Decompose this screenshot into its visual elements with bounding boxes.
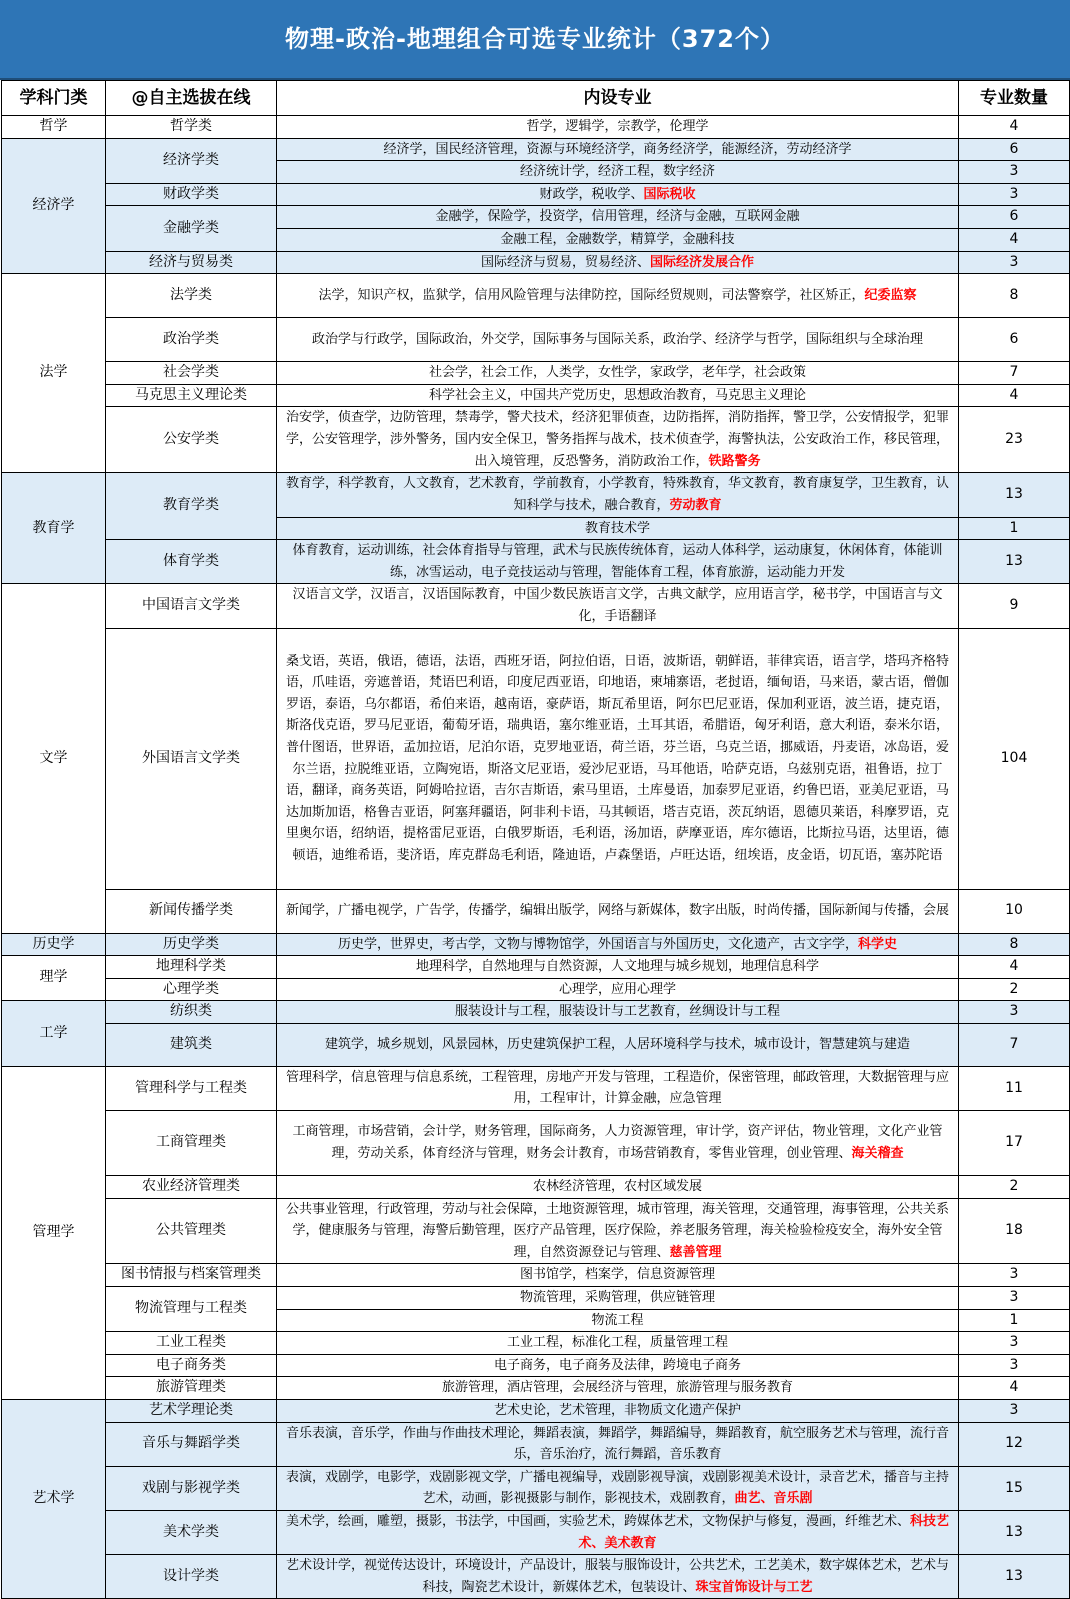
new-major-highlight: 慈善管理 [669,1244,722,1260]
count-cell: 7 [959,362,1070,385]
discipline-cell: 法学 [2,274,106,473]
category-cell: 管理科学与工程类 [106,1066,277,1110]
majors-text: 教育技术学 [584,520,650,536]
count-cell: 4 [959,116,1070,139]
category-cell: 工商管理类 [106,1111,277,1176]
majors-text: 体育教育，运动训练，社会体育指导与管理，武术与民族传统体育，运动人体科学，运动康复，休闲体育，体能训练，冰雪运动，电子竞技运动与管理，智能体育工程，体育旅游，运动能力开发 [292,543,943,580]
table-row [2,1510,1070,1554]
table-row [2,1400,1070,1423]
new-major-highlight: 劳动教育 [669,497,722,513]
majors-cell [277,473,959,517]
table-row [2,116,1070,139]
table-row [2,274,1070,318]
table-row [2,1023,1070,1066]
table-row [2,889,1070,933]
majors-text: 经济统计学，经济工程，数字经济 [519,164,715,180]
majors-text: 汉语言文学，汉语言，汉语国际教育，中国少数民族语言文学，古典文献学，应用语言学，秘书学，中国语言与文化，手语翻译 [292,587,943,624]
majors-text: 哲学，逻辑学，宗教学，伦理学 [526,119,709,134]
category-cell: 公共管理类 [106,1198,277,1264]
majors-text: 经济学，国民经济管理，资源与环境经济学，商务经济学，能源经济，劳动经济学 [383,141,852,157]
majors-cell [277,956,959,979]
majors-text: 旅游管理，酒店管理，会展经济与管理，旅游管理与服务教育 [441,1380,793,1396]
majors-text: 地理科学，自然地理与自然资源，人文地理与城乡规划，地理信息科学 [415,959,819,975]
majors-cell [277,1176,959,1199]
discipline-cell: 理学 [2,956,106,1001]
count-cell: 2 [959,1176,1070,1199]
majors-table [1,80,1070,1599]
table-row [2,407,1070,473]
majors-cell [277,1023,959,1066]
header-count: 专业数量 [959,81,1070,116]
discipline-cell: 艺术学 [2,1400,106,1599]
count-cell: 3 [959,161,1070,184]
majors-text: 音乐表演，音乐学，作曲与作曲技术理论，舞蹈表演，舞蹈学，舞蹈编导，舞蹈教育，航空服务艺术与管理，流行音乐，音乐治疗，流行舞蹈，音乐教育 [285,1425,949,1463]
category-cell: 工业工程类 [106,1332,277,1355]
majors-cell [277,628,959,889]
table-row [2,540,1070,584]
majors-text: 图书馆学，档案学，信息资源管理 [519,1267,715,1283]
category-cell: 社会学类 [106,362,277,385]
header-category: @自主选拔在线 [106,81,277,116]
category-cell: 马克思主义理论类 [106,384,277,407]
discipline-cell: 管理学 [2,1066,106,1399]
count-cell: 1 [959,517,1070,540]
majors-text: 桑戈语，英语，俄语，德语，法语，西班牙语，阿拉伯语，日语，波斯语，朝鲜语，菲律宾语，语言学，塔玛齐格特语，爪哇语，旁遮普语，梵语巴利语，印度尼西亚语，印地语，柬埔寨语，老挝语，缅甸语，马来语，蒙古语，僧伽罗语，泰语，乌尔都语，希伯来语，越南语，豪萨语，斯瓦希里语，阿尔巴尼亚语，保加利亚语，波兰语，捷克语，斯洛伐克语，罗马尼亚语，葡萄牙语，瑞典语，塞尔维亚语，土耳其语，希腊语，匈牙利语，意大利语，泰米尔语，普什图语，世界语，孟加拉语，尼泊尔语，克罗地亚语，荷兰语，芬兰语，乌克兰语，挪威语，丹麦语，冰岛语，爱尔兰语，拉脱维亚语，立陶宛语，斯洛文尼亚语，爱沙尼亚语，马耳他语，哈萨克语，乌兹别克语，祖鲁语，拉丁语，翻译，商务英语，阿姆哈拉语，吉尔吉斯语，索马里语，土库曼语，加泰罗尼亚语，约鲁巴语，亚美尼亚语，马达加斯加语，格鲁吉亚语，阿塞拜疆语，阿非利卡语，马其顿语，塔吉克语，茨瓦纳语，恩德贝莱语，科摩罗语，克里奥尔语，绍纳语，提格雷尼亚语，白俄罗斯语，毛利语，汤加语，萨摩亚语，库尔德语，比斯拉马语，达里语，德顿语，迪维希语，斐济语，库克群岛毛利语，隆迪语，卢森堡语，卢旺达语，纽埃语，皮金语，切瓦语，塞苏陀语 [285,653,949,863]
majors-cell [277,228,959,251]
majors-text: 物流工程 [591,1312,644,1328]
count-cell: 6 [959,318,1070,362]
table-row [2,138,1070,161]
table-row [2,362,1070,385]
count-cell: 23 [959,407,1070,473]
majors-text: 管理科学，信息管理与信息系统，工程管理，房地产开发与管理，工程造价，保密管理，邮政管理，大数据管理与应用，工程审计，计算金融，应急管理 [285,1069,949,1107]
majors-text: 金融学，保险学，投资学，信用管理，经济与金融，互联网金融 [435,209,800,225]
discipline-cell: 历史学 [2,933,106,956]
majors-cell [277,1309,959,1332]
new-major-highlight: 珠宝首饰设计与工艺 [695,1579,813,1595]
majors-text: 社会学，社会工作，人类学，女性学，家政学，老年学，社会政策 [428,365,806,381]
discipline-cell: 经济学 [2,138,106,274]
majors-cell [277,1555,959,1599]
discipline-cell: 教育学 [2,473,106,584]
majors-text: 表演，戏剧学，电影学，戏剧影视文学，广播电视编导，戏剧影视导演，戏剧影视美术设计，录音艺术，播音与主持艺术，动画，影视摄影与制作，影视技术，戏剧教育， [285,1469,949,1507]
majors-cell [277,384,959,407]
majors-cell [277,161,959,184]
majors-text: 美术学，绘画，雕塑，摄影，书法学，中国画，实验艺术，跨媒体艺术，文物保护与修复，漫画，纤维艺术、 [285,1513,910,1529]
majors-text: 艺术设计学，视觉传达设计，环境设计，产品设计，服装与服饰设计，公共艺术，工艺美术，数字媒体艺术，艺术与科技，陶瓷艺术设计，新媒体艺术，包装设计、 [285,1558,949,1595]
majors-text: 金融工程，金融数学，精算学，金融科技 [500,231,735,247]
majors-text: 政治学与行政学，国际政治，外交学，国际事务与国际关系，政治学、经济学与哲学，国际组织与全球治理 [311,331,923,347]
majors-cell [277,889,959,933]
page-title: 物理-政治-地理组合可选专业统计（372个） [0,0,1070,80]
count-cell: 13 [959,1510,1070,1554]
majors-text: 心理学，应用心理学 [558,981,676,997]
count-cell: 8 [959,274,1070,318]
table-row [2,1377,1070,1400]
table-row [2,584,1070,628]
majors-cell [277,1001,959,1024]
category-cell: 新闻传播学类 [106,889,277,933]
majors-cell [277,1332,959,1355]
count-cell: 4 [959,228,1070,251]
majors-cell [277,1377,959,1400]
table-row [2,1466,1070,1510]
category-cell: 农业经济管理类 [106,1176,277,1199]
count-cell: 104 [959,628,1070,889]
majors-text: 艺术史论，艺术管理，非物质文化遗产保护 [493,1403,741,1418]
category-cell: 哲学类 [106,116,277,139]
category-cell: 地理科学类 [106,956,277,979]
majors-text: 公共事业管理，行政管理，劳动与社会保障，土地资源管理，城市管理，海关管理，交通管理，海事管理，公共关系学，健康服务与管理，海警后勤管理，医疗产品管理，医疗保险，养老服务管理，海关检验检疫安全，海外安全管理，自然资源登记与管理、 [285,1201,949,1260]
category-cell: 经济学类 [106,138,277,183]
majors-cell [277,540,959,584]
count-cell: 2 [959,978,1070,1001]
discipline-cell: 文学 [2,584,106,933]
count-cell: 3 [959,183,1070,206]
header-discipline: 学科门类 [2,81,106,116]
majors-text: 财政学，税收学、 [539,186,644,202]
majors-cell [277,274,959,318]
majors-cell [277,1422,959,1466]
majors-text: 科学社会主义，中国共产党历史，思想政治教育，马克思主义理论 [428,387,806,403]
table-row [2,318,1070,362]
majors-text: 物流管理，采购管理，供应链管理 [519,1290,715,1306]
table-row [2,206,1070,229]
discipline-cell: 哲学 [2,116,106,139]
majors-cell [277,362,959,385]
new-major-highlight: 纪委监察 [864,287,917,303]
table-row [2,1287,1070,1310]
category-cell: 公安学类 [106,407,277,473]
majors-cell [277,116,959,139]
table-row [2,251,1070,274]
category-cell: 电子商务类 [106,1354,277,1377]
count-cell: 7 [959,1023,1070,1066]
majors-text: 历史学，世界史，考古学，文物与博物馆学，外国语言与外国历史，文化遗产，古文字学， [337,936,858,952]
category-cell: 法学类 [106,274,277,318]
count-cell: 3 [959,1400,1070,1423]
count-cell: 4 [959,384,1070,407]
table-row [2,1354,1070,1377]
count-cell: 13 [959,1555,1070,1599]
table-row [2,1555,1070,1599]
category-cell: 音乐与舞蹈学类 [106,1422,277,1466]
count-cell: 3 [959,251,1070,274]
count-cell: 13 [959,540,1070,584]
count-cell: 18 [959,1198,1070,1264]
table-row [2,183,1070,206]
category-cell: 物流管理与工程类 [106,1287,277,1332]
new-major-highlight: 国际税收 [643,186,696,202]
majors-cell [277,318,959,362]
table-row [2,1111,1070,1176]
category-cell: 美术学类 [106,1510,277,1554]
majors-cell [277,1400,959,1423]
category-cell: 经济与贸易类 [106,251,277,274]
table-row [2,628,1070,889]
majors-cell [277,1287,959,1310]
majors-cell [277,206,959,229]
majors-text: 电子商务，电子商务及法律，跨境电子商务 [493,1357,741,1373]
count-cell: 3 [959,1354,1070,1377]
table-row [2,1422,1070,1466]
category-cell: 外国语言文学类 [106,628,277,889]
category-cell: 中国语言文学类 [106,584,277,628]
majors-cell [277,978,959,1001]
category-cell: 心理学类 [106,978,277,1001]
majors-cell [277,138,959,161]
new-major-highlight: 曲艺、音乐剧 [734,1491,813,1507]
category-cell: 戏剧与影视学类 [106,1466,277,1510]
count-cell: 9 [959,584,1070,628]
count-cell: 3 [959,1001,1070,1024]
category-cell: 教育学类 [106,473,277,540]
table-row [2,1066,1070,1110]
majors-text: 建筑学，城乡规划，风景园林，历史建筑保护工程，人居环境科学与技术，城市设计，智慧建筑与建造 [324,1037,910,1053]
table-row [2,1264,1070,1287]
table-row [2,1332,1070,1355]
table-row [2,933,1070,956]
majors-cell [277,1111,959,1176]
category-cell: 建筑类 [106,1023,277,1066]
count-cell: 3 [959,1264,1070,1287]
majors-text: 治安学，侦查学，边防管理，禁毒学，警犬技术，经济犯罪侦查，边防指挥，消防指挥，警卫学，公安情报学，犯罪学，公安管理学，涉外警务，国内安全保卫，警务指挥与战术，技术侦查学，海警执法，公安政治工作，移民管理，出入境管理，反恐警务，消防政治工作， [285,410,949,469]
new-major-highlight: 科学史 [858,936,898,952]
majors-text: 农林经济管理，农村区域发展 [532,1179,702,1195]
count-cell: 3 [959,1332,1070,1355]
table-row [2,978,1070,1001]
count-cell: 11 [959,1066,1070,1110]
category-cell: 财政学类 [106,183,277,206]
category-cell: 体育学类 [106,540,277,584]
category-cell: 纺织类 [106,1001,277,1024]
count-cell: 6 [959,138,1070,161]
table-row [2,956,1070,979]
majors-cell [277,183,959,206]
new-major-highlight: 科技艺术、美术教育 [578,1513,950,1551]
majors-cell [277,933,959,956]
count-cell: 1 [959,1309,1070,1332]
table-body [2,116,1070,1599]
category-cell: 艺术学理论类 [106,1400,277,1423]
majors-cell [277,1466,959,1510]
majors-text: 服装设计与工程，服装设计与工艺教育，丝绸设计与工程 [454,1004,780,1020]
majors-cell [277,1510,959,1554]
majors-cell [277,1066,959,1110]
majors-text: 工商管理，市场营销，会计学，财务管理，国际商务，人力资源管理，审计学，资产评估，物业管理，文化产业管理，劳动关系，体育经济与管理，财务会计教育，市场营销教育，零售业管理，创业管理、 [292,1124,943,1162]
majors-cell [277,1264,959,1287]
table-row [2,473,1070,517]
count-cell: 13 [959,473,1070,517]
discipline-cell: 工学 [2,1001,106,1067]
count-cell: 6 [959,206,1070,229]
count-cell: 12 [959,1422,1070,1466]
count-cell: 8 [959,933,1070,956]
count-cell: 4 [959,956,1070,979]
majors-cell [277,1354,959,1377]
category-cell: 图书情报与档案管理类 [106,1264,277,1287]
majors-cell [277,251,959,274]
majors-text: 教育学，科学教育，人文教育，艺术教育，学前教育，小学教育，特殊教育，华文教育，教育康复学，卫生教育，认知科学与技术，融合教育， [285,476,949,513]
majors-cell [277,1198,959,1264]
table-row [2,1176,1070,1199]
majors-cell [277,517,959,540]
count-cell: 3 [959,1287,1070,1310]
category-cell: 旅游管理类 [106,1377,277,1400]
category-cell: 历史学类 [106,933,277,956]
majors-cell [277,584,959,628]
majors-cell [277,407,959,473]
count-cell: 4 [959,1377,1070,1400]
table-row [2,384,1070,407]
majors-text: 国际经济与贸易，贸易经济、 [480,254,650,270]
header-row [2,81,1070,116]
count-cell: 15 [959,1466,1070,1510]
category-cell: 设计学类 [106,1555,277,1599]
category-cell: 政治学类 [106,318,277,362]
table-row [2,1001,1070,1024]
table-row [2,1198,1070,1264]
majors-text: 法学，知识产权，监狱学，信用风险管理与法律防控，国际经贸规则，司法警察学，社区矫正， [318,287,865,303]
count-cell: 10 [959,889,1070,933]
majors-text: 新闻学，广播电视学，广告学，传播学，编辑出版学，网络与新媒体，数字出版，时尚传播，国际新闻与传播，会展 [285,903,949,919]
new-major-highlight: 铁路警务 [708,453,761,469]
category-cell: 金融学类 [106,206,277,251]
new-major-highlight: 海关稽查 [851,1146,904,1162]
new-major-highlight: 国际经济发展合作 [650,254,755,270]
header-majors: 内设专业 [277,81,959,116]
count-cell: 17 [959,1111,1070,1176]
majors-text: 工业工程，标准化工程，质量管理工程 [506,1335,728,1351]
